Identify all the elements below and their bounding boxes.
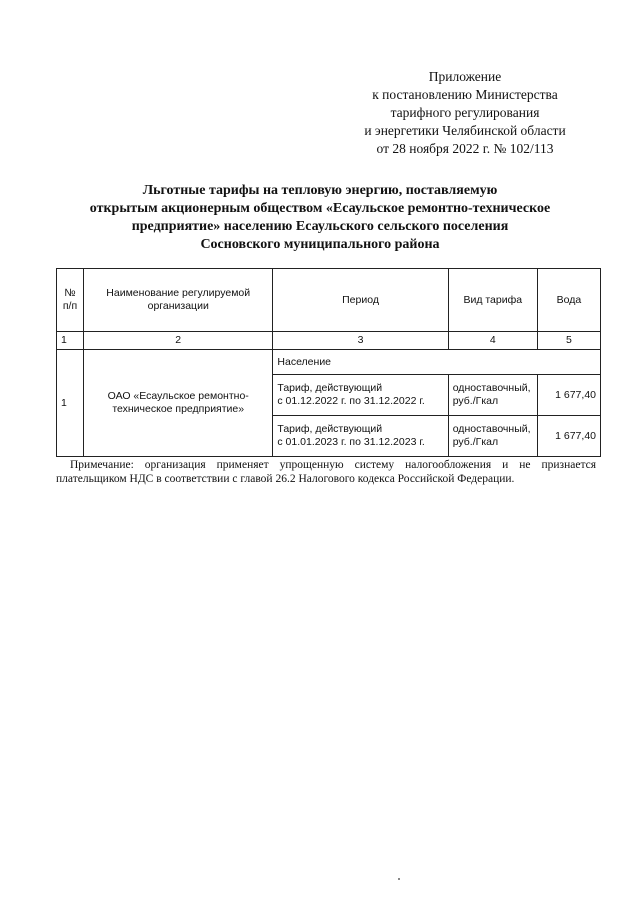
water-value: 1 677,40	[537, 375, 600, 416]
tariff-table	[56, 268, 601, 457]
appendix-block	[330, 68, 600, 158]
scan-speck	[398, 878, 400, 880]
period-text: Тариф, действующий	[277, 423, 383, 435]
title-line: Сосновского муниципального района	[200, 237, 440, 252]
tariff-unit: руб./Гкал	[452, 395, 499, 407]
appendix-line: Приложение	[428, 69, 502, 84]
period-text: Тариф, действующий	[277, 382, 383, 394]
tariff-unit: руб./Гкал	[452, 436, 499, 448]
tariff-kind-cell	[448, 416, 537, 457]
appendix-line: к постановлению Министерства	[372, 87, 558, 102]
header-organization: Наименование регулируемой организации	[84, 269, 273, 332]
table-row	[57, 350, 601, 375]
tariff-kind: одноставочный,	[452, 423, 531, 435]
title-line: предприятие» населению Есаульского сельского поселения	[131, 219, 509, 234]
appendix-line: и энергетики Челябинской области	[364, 123, 566, 138]
period-cell	[273, 375, 448, 416]
document-title	[40, 182, 600, 254]
column-index: 5	[537, 332, 600, 350]
header-water: Вода	[537, 269, 600, 332]
table-header-row	[57, 269, 601, 332]
period-dates: с 01.12.2022 г. по 31.12.2022 г.	[277, 395, 425, 407]
row-number: 1	[57, 350, 84, 457]
footnote: Примечание: организация применяет упрощенную систему налогообложения и не признается плательщиком НДС в соответствии с главой 26.2 Налогового кодекса Российской Федерации.	[56, 459, 596, 485]
organization-name: ОАО «Есаульское ремонтно-техническое предприятие»	[84, 350, 273, 457]
column-index: 3	[273, 332, 448, 350]
water-value: 1 677,40	[537, 416, 600, 457]
column-index: 2	[84, 332, 273, 350]
group-label: Население	[273, 350, 601, 375]
column-index: 4	[448, 332, 537, 350]
header-tariff-kind: Вид тарифа	[448, 269, 537, 332]
period-dates: с 01.01.2023 г. по 31.12.2023 г.	[277, 436, 425, 448]
header-num: № п/п	[57, 269, 84, 332]
column-index: 1	[57, 332, 84, 350]
title-line: Льготные тарифы на тепловую энергию, поставляемую	[142, 183, 498, 198]
appendix-line: от 28 ноября 2022 г. № 102/113	[376, 141, 554, 156]
title-line: открытым акционерным обществом «Есаульское ремонтно-техническое	[89, 201, 551, 216]
header-period: Период	[273, 269, 448, 332]
column-index-row	[57, 332, 601, 350]
tariff-kind: одноставочный,	[452, 382, 531, 394]
tariff-kind-cell	[448, 375, 537, 416]
period-cell	[273, 416, 448, 457]
appendix-line: тарифного регулирования	[390, 105, 540, 120]
